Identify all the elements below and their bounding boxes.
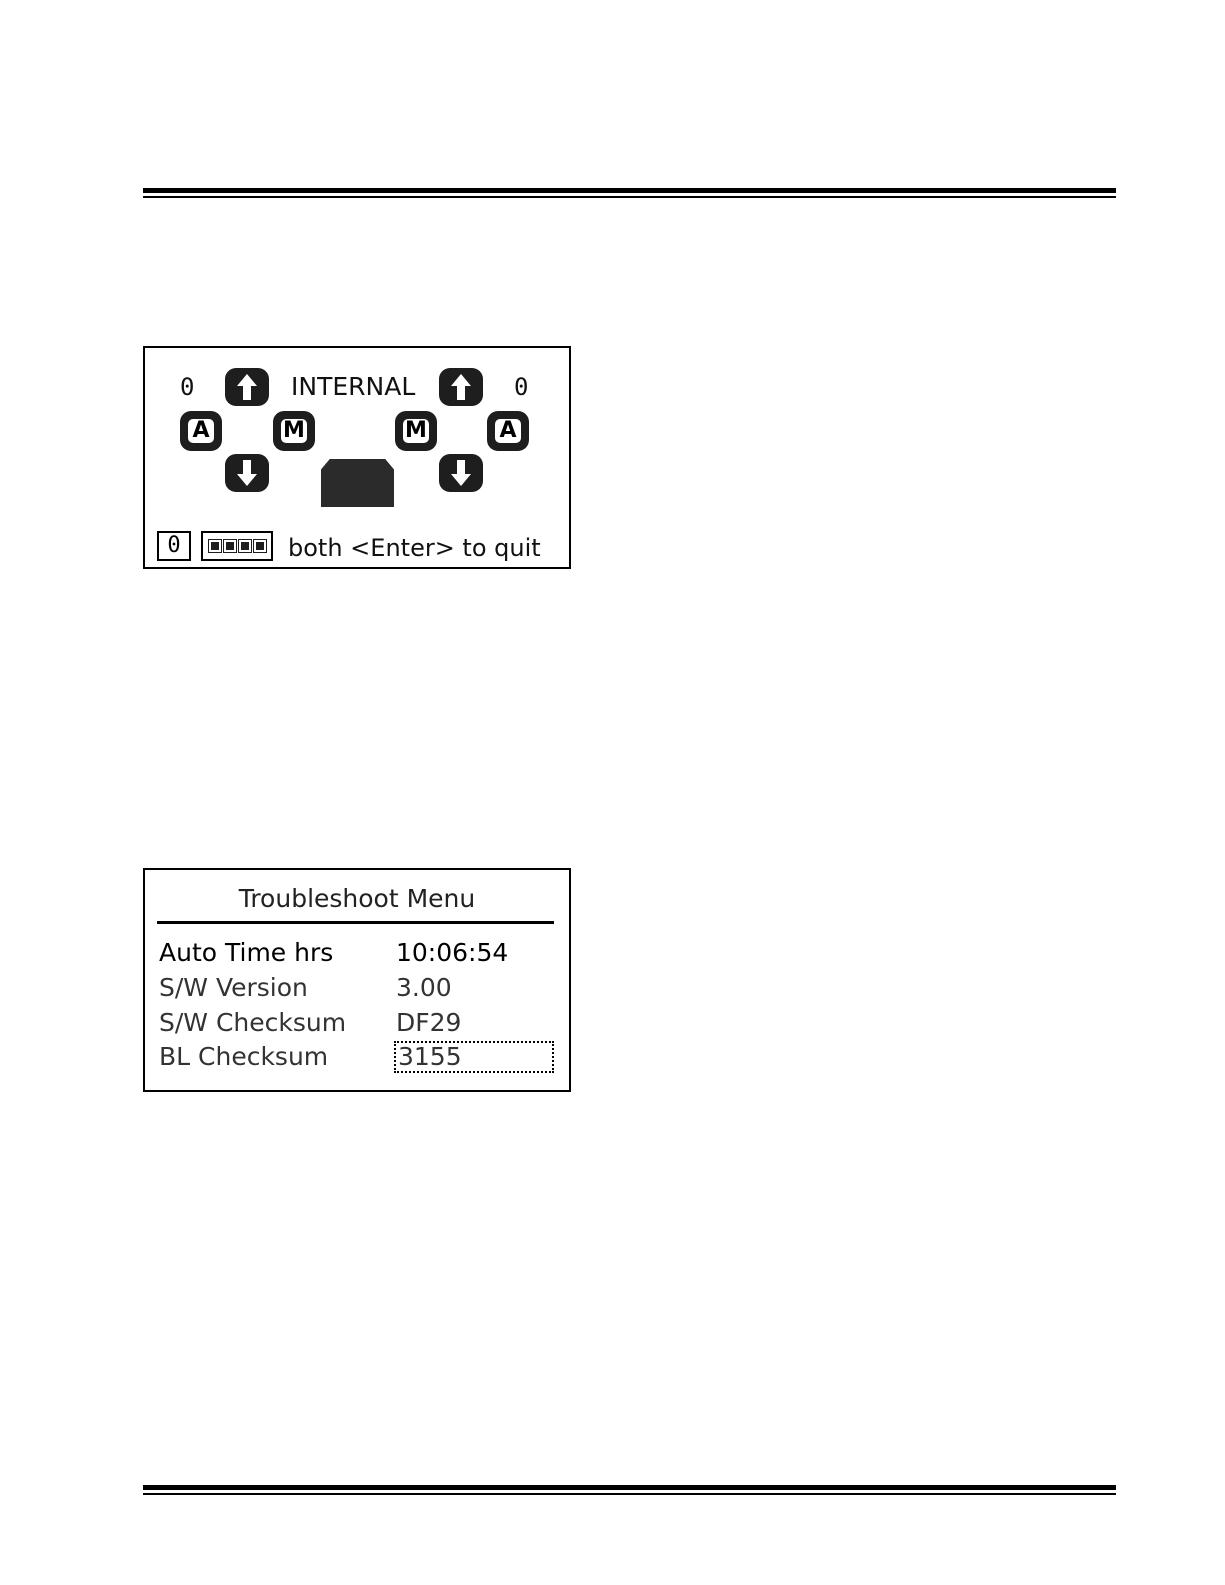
right-up-key[interactable]	[439, 368, 483, 406]
down-arrow-icon	[450, 459, 472, 487]
menu-title: Troubleshoot Menu	[238, 884, 476, 913]
menu-title-divider	[157, 921, 554, 924]
left-auto-key[interactable]	[180, 411, 222, 451]
bottom-rule-thick	[143, 1485, 1116, 1490]
left-down-key[interactable]	[225, 454, 269, 492]
menu-row-label: S/W Version	[159, 973, 308, 1002]
battery-icon	[201, 531, 273, 561]
top-rule-thin	[143, 196, 1116, 198]
down-arrow-icon	[236, 459, 258, 487]
menu-row-sw-checksum[interactable]	[159, 1007, 559, 1041]
menu-row-label: BL Checksum	[159, 1042, 329, 1071]
left-count: 0	[180, 373, 195, 401]
left-up-key[interactable]	[225, 368, 269, 406]
up-arrow-icon	[236, 373, 258, 401]
troubleshoot-menu	[143, 868, 571, 1092]
menu-row-value: 3.00	[396, 973, 452, 1002]
menu-row-label: S/W Checksum	[159, 1008, 347, 1037]
manual-key-icon: M	[281, 419, 307, 443]
menu-row-value: DF29	[396, 1008, 462, 1037]
zero-box: 0	[157, 531, 191, 561]
left-manual-key[interactable]	[273, 411, 315, 451]
quit-hint: both <Enter> to quit	[288, 534, 541, 562]
battery-cell	[224, 540, 236, 552]
menu-row-value: 3155	[394, 1041, 554, 1073]
menu-row-label: Auto Time hrs	[159, 938, 334, 967]
auto-key-icon: A	[188, 419, 214, 443]
right-down-key[interactable]	[439, 454, 483, 492]
auto-key-icon: A	[495, 419, 521, 443]
menu-row-bl-checksum[interactable]	[159, 1041, 559, 1075]
bottom-rule-thin	[143, 1493, 1116, 1495]
menu-row-auto-time[interactable]	[159, 937, 559, 971]
center-display-block	[321, 459, 394, 507]
battery-cell	[239, 540, 251, 552]
top-rule-thick	[143, 188, 1116, 193]
up-arrow-icon	[450, 373, 472, 401]
battery-cell	[254, 540, 266, 552]
menu-row-sw-version[interactable]	[159, 972, 559, 1006]
menu-row-value: 10:06:54	[396, 938, 509, 967]
right-auto-key[interactable]	[487, 411, 529, 451]
control-screen	[143, 346, 571, 569]
right-count: 0	[514, 373, 529, 401]
battery-cell	[209, 540, 221, 552]
mode-label: INTERNAL	[291, 372, 416, 401]
manual-key-icon: M	[403, 419, 429, 443]
right-manual-key[interactable]	[395, 411, 437, 451]
